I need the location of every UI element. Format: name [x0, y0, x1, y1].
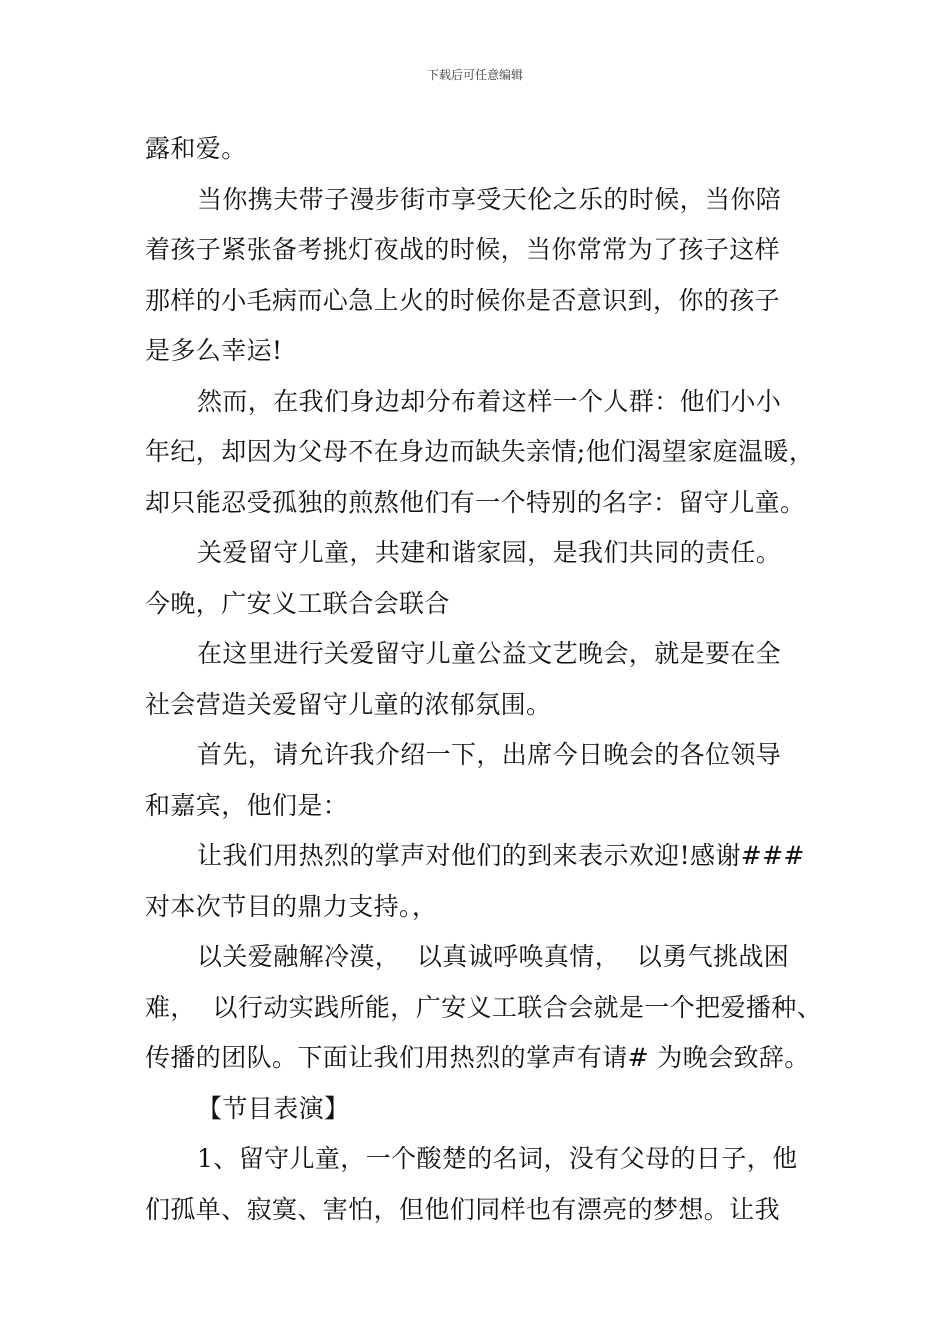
- text-line: 难， 以行动实践所能，广安义工联合会就是一个把爱播种、: [145, 992, 823, 1022]
- text-line: 以关爱融解冷漠， 以真诚呼唤真情， 以勇气挑战困: [197, 942, 790, 971]
- text-line: 是多么幸运!: [145, 336, 283, 365]
- text-line: 们孤单、寂寞、害怕，但他们同样也有漂亮的梦想。让我: [145, 1194, 781, 1224]
- text-line: 传播的团队。下面让我们用热烈的掌声有请# 为晚会致辞。: [145, 1043, 810, 1072]
- text-line: 让我们用热烈的掌声对他们的到来表示欢迎!感谢###: [197, 841, 805, 870]
- text-line: 对本次节目的鼎力支持。，: [145, 891, 438, 921]
- document-body: [145, 124, 825, 1235]
- text-line: 着孩子紧张备考挑灯夜战的时候，当你常常为了孩子这样: [145, 235, 781, 264]
- text-line: 和嘉宾，他们是：: [145, 790, 349, 820]
- section-heading: 【节目表演】: [197, 1093, 350, 1123]
- text-line: 当你携夫带子漫步街市享受天伦之乐的时候，当你陪: [197, 184, 782, 214]
- text-line: 然而，在我们身边却分布着这样一个人群：他们小小: [197, 386, 782, 416]
- text-line: 关爱留守儿童，共建和谐家园，是我们共同的责任。: [197, 538, 782, 567]
- text-line: 社会营造关爱留守儿童的浓郁氛围。: [145, 689, 552, 719]
- page-header-note: 下载后可任意编辑: [426, 68, 523, 82]
- text-line: 首先，请允许我介绍一下，出席今日晚会的各位领导: [197, 740, 782, 769]
- text-line: 在这里进行关爱留守儿童公益文艺晚会，就是要在全: [197, 639, 782, 668]
- text-line: 1、留守儿童，一个酸楚的名词，没有父母的日子，他: [197, 1144, 798, 1173]
- text-line: 年纪，却因为父母不在身边而缺失亲情;他们渴望家庭温暖，: [145, 437, 815, 466]
- text-line: 今晚，广安义工联合会联合: [145, 588, 450, 618]
- text-line: 露和爱。: [145, 134, 247, 163]
- text-line: 那样的小毛病而心急上火的时候你是否意识到，你的孩子: [145, 285, 781, 315]
- text-line: 却只能忍受孤独的煎熬他们有一个特别的名字：留守儿童。: [145, 487, 806, 517]
